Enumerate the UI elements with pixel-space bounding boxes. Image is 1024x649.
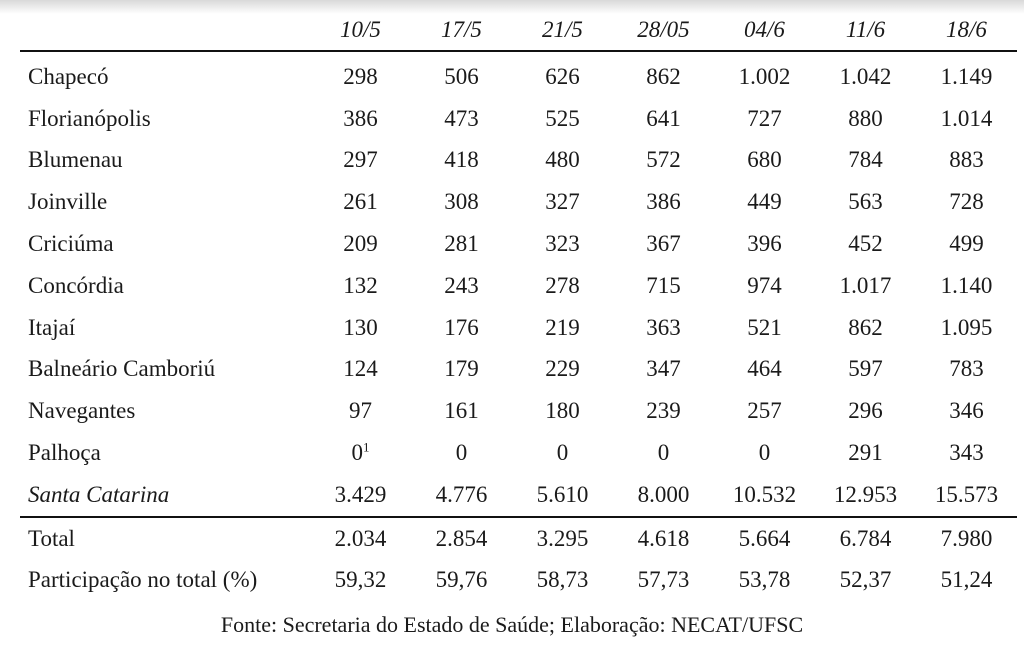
cell-value: 715 bbox=[646, 272, 681, 298]
cell-value: 4.618 bbox=[637, 525, 690, 551]
column-header: 11/6 bbox=[845, 17, 886, 42]
table-cell bbox=[512, 51, 613, 98]
source-note: Fonte: Secretaria do Estado de Saúde; Elaboração: NECAT/UFSC bbox=[220, 612, 804, 637]
column-header: 17/5 bbox=[441, 17, 482, 42]
table-cell bbox=[916, 181, 1017, 223]
cell-value: 5.610 bbox=[536, 481, 589, 507]
cell-value: 0 bbox=[758, 440, 771, 466]
row-label: Itajaí bbox=[28, 314, 76, 340]
cell-value: 449 bbox=[747, 189, 782, 215]
cell-value: 473 bbox=[444, 105, 479, 131]
cell-value: 243 bbox=[444, 272, 479, 298]
cell-value: 346 bbox=[949, 398, 984, 424]
row-label: Concórdia bbox=[28, 272, 124, 298]
table-row bbox=[20, 223, 1017, 265]
table-cell bbox=[714, 98, 815, 140]
row-label: Navegantes bbox=[28, 398, 136, 424]
table-cell bbox=[714, 390, 815, 432]
table-cell bbox=[916, 474, 1017, 517]
cell-value: 296 bbox=[848, 398, 883, 424]
cell-value: 323 bbox=[545, 231, 580, 257]
table-cell bbox=[310, 432, 411, 474]
cell-value: 452 bbox=[848, 231, 883, 257]
cell-value: 229 bbox=[545, 356, 580, 382]
cell-value: 281 bbox=[444, 231, 479, 257]
table-cell bbox=[714, 517, 815, 560]
table-cell bbox=[916, 390, 1017, 432]
row-label: Total bbox=[28, 525, 75, 551]
table-cell bbox=[310, 474, 411, 517]
cell-value: 291 bbox=[848, 440, 883, 466]
cell-value: 0 bbox=[657, 440, 670, 466]
table-cell bbox=[411, 390, 512, 432]
cell-value: 297 bbox=[343, 147, 378, 173]
table-cell bbox=[613, 349, 714, 391]
table-cell bbox=[613, 390, 714, 432]
row-label: Chapecó bbox=[28, 63, 109, 89]
table-cell bbox=[613, 223, 714, 265]
cell-value: 8.000 bbox=[637, 481, 690, 507]
column-header: 10/5 bbox=[340, 17, 381, 42]
cell-value: 209 bbox=[343, 231, 378, 257]
cell-value: 6.784 bbox=[839, 525, 892, 551]
cell-value: 367 bbox=[646, 231, 681, 257]
cell-value: 343 bbox=[949, 440, 984, 466]
table-cell bbox=[815, 517, 916, 560]
table-cell bbox=[411, 517, 512, 560]
cell-value: 59,32 bbox=[334, 567, 387, 593]
table-cell bbox=[411, 51, 512, 98]
table-cell bbox=[613, 181, 714, 223]
table-cell bbox=[613, 98, 714, 140]
cell-value: 974 bbox=[747, 272, 782, 298]
table-cell bbox=[815, 98, 916, 140]
table-cell bbox=[613, 432, 714, 474]
table-cell bbox=[411, 265, 512, 307]
cell-value: 97 bbox=[349, 398, 372, 424]
header-row bbox=[20, 10, 1017, 51]
table-cell bbox=[411, 474, 512, 517]
cell-value: 10.532 bbox=[732, 481, 797, 507]
table-cell bbox=[916, 51, 1017, 98]
table-cell bbox=[714, 349, 815, 391]
table-cell bbox=[916, 223, 1017, 265]
table-cell bbox=[815, 51, 916, 98]
cell-value: 784 bbox=[848, 147, 883, 173]
cell-value: 525 bbox=[545, 105, 580, 131]
table-cell bbox=[310, 390, 411, 432]
table-row bbox=[20, 474, 1017, 517]
table-cell bbox=[815, 223, 916, 265]
table-cell bbox=[916, 98, 1017, 140]
column-header: 28/05 bbox=[637, 17, 690, 42]
table-cell bbox=[916, 560, 1017, 602]
table-row bbox=[20, 98, 1017, 140]
table-cell bbox=[411, 307, 512, 349]
table-cell bbox=[916, 432, 1017, 474]
table-cell bbox=[815, 265, 916, 307]
table-cell bbox=[613, 517, 714, 560]
table-cell bbox=[310, 51, 411, 98]
table-cell bbox=[310, 181, 411, 223]
table-cell bbox=[512, 98, 613, 140]
table-row bbox=[20, 560, 1017, 602]
row-label: Santa Catarina bbox=[28, 481, 170, 507]
table-cell bbox=[714, 223, 815, 265]
table-cell bbox=[411, 181, 512, 223]
footnote-marker: 1 bbox=[363, 439, 370, 455]
table-cell bbox=[815, 474, 916, 517]
header-empty-cell bbox=[20, 10, 310, 51]
table-cell bbox=[714, 432, 815, 474]
cell-value: 563 bbox=[848, 189, 883, 215]
cell-value: 680 bbox=[747, 147, 782, 173]
table-cell bbox=[613, 140, 714, 182]
table-cell bbox=[310, 349, 411, 391]
table-cell bbox=[815, 140, 916, 182]
table-row bbox=[20, 307, 1017, 349]
cell-value: 1.014 bbox=[940, 105, 993, 131]
cell-value: 52,37 bbox=[839, 567, 892, 593]
table-cell bbox=[714, 307, 815, 349]
table-cell bbox=[714, 140, 815, 182]
cell-value: 2.854 bbox=[435, 525, 488, 551]
table-row bbox=[20, 51, 1017, 98]
table-cell bbox=[310, 265, 411, 307]
cell-value: 626 bbox=[545, 63, 580, 89]
table-row bbox=[20, 349, 1017, 391]
table-cell bbox=[714, 474, 815, 517]
cell-value: 298 bbox=[343, 63, 378, 89]
cell-value: 363 bbox=[646, 314, 681, 340]
cell-value: 3.429 bbox=[334, 481, 387, 507]
cell-value: 418 bbox=[444, 147, 479, 173]
table-cell bbox=[714, 265, 815, 307]
table-row bbox=[20, 265, 1017, 307]
cell-value: 641 bbox=[646, 105, 681, 131]
table-cell bbox=[916, 307, 1017, 349]
table-row bbox=[20, 390, 1017, 432]
cell-value: 521 bbox=[747, 314, 782, 340]
cell-value: 51,24 bbox=[940, 567, 993, 593]
cell-value: 480 bbox=[545, 147, 580, 173]
cases-table bbox=[20, 10, 1017, 601]
cell-value: 179 bbox=[444, 356, 479, 382]
table-cell bbox=[613, 265, 714, 307]
table-cell bbox=[512, 307, 613, 349]
table-cell bbox=[411, 432, 512, 474]
table-cell bbox=[714, 181, 815, 223]
row-label: Florianópolis bbox=[28, 105, 151, 131]
table-cell bbox=[512, 265, 613, 307]
table-cell bbox=[310, 223, 411, 265]
row-label: Palhoça bbox=[28, 440, 101, 466]
table-row bbox=[20, 432, 1017, 474]
table-cell bbox=[512, 349, 613, 391]
table-cell bbox=[714, 560, 815, 602]
table-cell bbox=[512, 474, 613, 517]
cell-value: 239 bbox=[646, 398, 681, 424]
table-cell bbox=[815, 349, 916, 391]
row-label: Participação no total (%) bbox=[28, 567, 258, 593]
table-cell bbox=[815, 432, 916, 474]
table-cell bbox=[613, 474, 714, 517]
table-row bbox=[20, 517, 1017, 560]
table-cell bbox=[815, 390, 916, 432]
cell-value: 58,73 bbox=[536, 567, 589, 593]
row-label: Joinville bbox=[28, 189, 108, 215]
cell-value: 7.980 bbox=[940, 525, 993, 551]
table-cell bbox=[411, 560, 512, 602]
table-cell bbox=[512, 432, 613, 474]
cell-value: 386 bbox=[646, 189, 681, 215]
cell-value: 1.017 bbox=[839, 272, 892, 298]
cell-value: 1.002 bbox=[738, 63, 791, 89]
cell-value: 3.295 bbox=[536, 525, 589, 551]
cell-value: 396 bbox=[747, 231, 782, 257]
cell-value: 308 bbox=[444, 189, 479, 215]
cell-value: 386 bbox=[343, 105, 378, 131]
cell-value: 783 bbox=[949, 356, 984, 382]
table-cell bbox=[916, 349, 1017, 391]
table-cell bbox=[512, 517, 613, 560]
column-header: 18/6 bbox=[946, 17, 987, 42]
cell-value: 327 bbox=[545, 189, 580, 215]
cell-value: 180 bbox=[545, 398, 580, 424]
table-cell bbox=[411, 349, 512, 391]
cell-value: 176 bbox=[444, 314, 479, 340]
table-cell bbox=[613, 307, 714, 349]
row-label: Balneário Camboriú bbox=[28, 356, 216, 382]
cell-value: 597 bbox=[848, 356, 883, 382]
cell-value: 219 bbox=[545, 314, 580, 340]
cell-value: 347 bbox=[646, 356, 681, 382]
table-cell bbox=[613, 51, 714, 98]
cell-value: 278 bbox=[545, 272, 580, 298]
cell-value: 57,73 bbox=[637, 567, 690, 593]
cell-value: 506 bbox=[444, 63, 479, 89]
cell-value: 1.140 bbox=[940, 272, 993, 298]
table-cell bbox=[310, 517, 411, 560]
table-cell bbox=[411, 98, 512, 140]
table-cell bbox=[512, 181, 613, 223]
cell-value: 0 bbox=[351, 440, 363, 466]
table-cell bbox=[714, 51, 815, 98]
cell-value: 4.776 bbox=[435, 481, 488, 507]
table-cell bbox=[815, 560, 916, 602]
cell-value: 728 bbox=[949, 189, 984, 215]
cell-value: 499 bbox=[949, 231, 984, 257]
table-cell bbox=[310, 98, 411, 140]
row-label: Criciúma bbox=[28, 231, 114, 257]
table-row bbox=[20, 140, 1017, 182]
table-cell bbox=[815, 181, 916, 223]
table-cell bbox=[411, 223, 512, 265]
table-cell bbox=[512, 223, 613, 265]
table-cell bbox=[310, 140, 411, 182]
table-cell bbox=[916, 140, 1017, 182]
table-cell bbox=[411, 140, 512, 182]
table-cell bbox=[512, 560, 613, 602]
cell-value: 883 bbox=[949, 147, 984, 173]
cell-value: 124 bbox=[343, 356, 378, 382]
cell-value: 572 bbox=[646, 147, 681, 173]
table-cell bbox=[916, 517, 1017, 560]
cell-value: 15.573 bbox=[934, 481, 999, 507]
table-row bbox=[20, 181, 1017, 223]
cell-value: 2.034 bbox=[334, 525, 387, 551]
cell-value: 0 bbox=[455, 440, 468, 466]
cell-value: 1.095 bbox=[940, 314, 993, 340]
cell-value: 53,78 bbox=[738, 567, 791, 593]
cell-value: 862 bbox=[848, 314, 883, 340]
table-cell bbox=[310, 560, 411, 602]
table-cell bbox=[512, 390, 613, 432]
row-label: Blumenau bbox=[28, 147, 123, 173]
cell-value: 0 bbox=[556, 440, 569, 466]
cell-value: 1.149 bbox=[940, 63, 993, 89]
table-cell bbox=[815, 307, 916, 349]
table-cell bbox=[310, 307, 411, 349]
cell-value: 880 bbox=[848, 105, 883, 131]
cell-value: 1.042 bbox=[839, 63, 892, 89]
column-header: 21/5 bbox=[542, 17, 583, 42]
cell-value: 59,76 bbox=[435, 567, 488, 593]
cell-value: 862 bbox=[646, 63, 681, 89]
cell-value: 257 bbox=[747, 398, 782, 424]
cell-value: 132 bbox=[343, 272, 378, 298]
table-cell bbox=[916, 265, 1017, 307]
cell-value: 130 bbox=[343, 314, 378, 340]
cell-value: 161 bbox=[444, 398, 479, 424]
table-cell bbox=[613, 560, 714, 602]
table-cell bbox=[512, 140, 613, 182]
cell-value: 5.664 bbox=[738, 525, 791, 551]
cell-value: 464 bbox=[747, 356, 782, 382]
cell-value: 261 bbox=[343, 189, 378, 215]
cell-value: 727 bbox=[747, 105, 782, 131]
cell-value: 12.953 bbox=[833, 481, 898, 507]
column-header: 04/6 bbox=[744, 17, 785, 42]
